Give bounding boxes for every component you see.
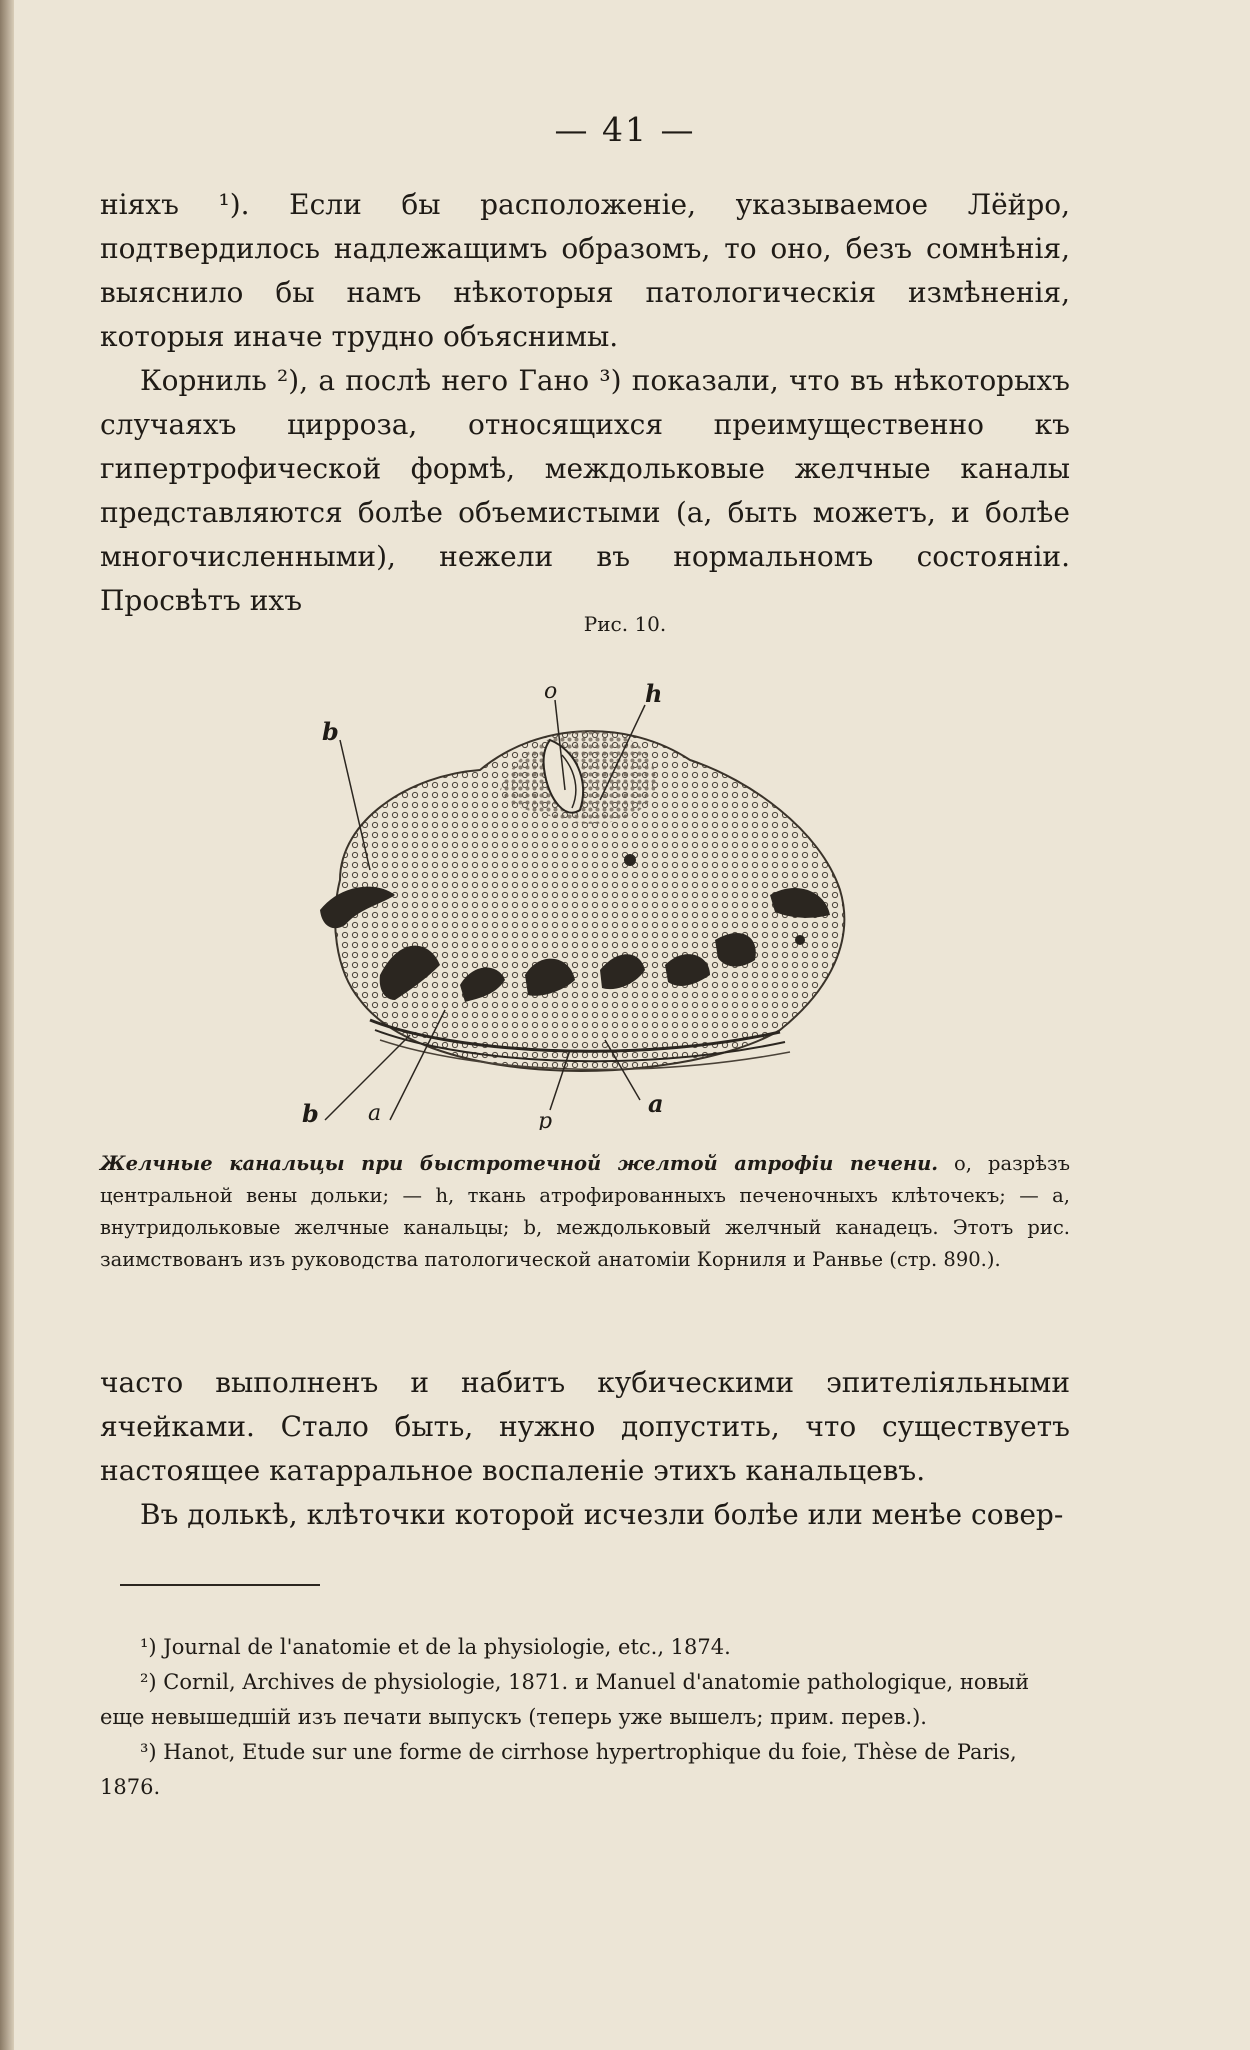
figure-caption [100, 1148, 1070, 1276]
paragraph: часто выполненъ и набитъ кубическими эпителіяльными ячейками. Стало быть, нужно допустить, что существуетъ настоящее катарральное воспаленіе этихъ канальцевъ. [100, 1366, 1070, 1487]
marker-b-top: b [322, 717, 339, 746]
footnote-1: ¹) Journal de l'anatomie et de la physiologie, etc., 1874. [140, 1635, 731, 1659]
footnote-2: ²) Cornil, Archives de physiologie, 1871. и Manuel d'anatomie pathologique, новый еще невышедшій изъ печати выпускъ (теперь уже вышелъ; прим. перев.). [100, 1670, 1030, 1729]
footnote-3: ³) Hanot, Etude sur une forme de cirrhose hypertrophique du foie, Thèse de Paris, 1876. [100, 1740, 1017, 1799]
paragraph: Въ долькѣ, клѣточки которой исчезли болѣе или менѣе совер- [140, 1498, 1064, 1531]
caption-body: o, разрѣзъ центральной вены дольки; — h, ткань атрофированныхъ печеночныхъ клѣточекъ; — a, внутридольковые желчные канальцы; b, междольковый желчный канадецъ. Этотъ рис. заимствованъ изъ руководства патологической анатоміи Корниля и Ранвье (стр. 890.). [100, 1152, 1070, 1271]
footnotes [100, 1630, 1070, 1805]
marker-p: p [538, 1109, 553, 1130]
footnote-rule [120, 1584, 320, 1586]
marker-h: h [645, 680, 663, 708]
marker-a-right: a [648, 1089, 664, 1118]
text-block-top [100, 183, 1070, 623]
page-number: — 41 — [554, 110, 696, 149]
caption-lead: Желчные канальцы при быстротечной желтой атрофіи печени. [100, 1152, 939, 1175]
page-binding-edge [0, 0, 14, 2050]
marker-b-bottom: b [302, 1099, 319, 1128]
figure-label: Рис. 10. [583, 612, 667, 636]
text-block-bottom [100, 1361, 1070, 1537]
liver-section-drawing [300, 680, 870, 1130]
paragraph: ніяхъ ¹). Если бы расположеніе, указываемое Лёйро, подтвердилось надлежащимъ образомъ, то оно, безъ сомнѣнія, выяснило бы намъ нѣкоторыя патологическія измѣненія, которыя иначе трудно объяснимы. [100, 188, 1070, 353]
marker-a-left: a [368, 1101, 382, 1126]
figure-illustration [300, 680, 870, 1130]
paragraph: Корниль ²), а послѣ него Гано ³) показали, что въ нѣкоторыхъ случаяхъ цирроза, относящихся преимущественно къ гипертрофической формѣ, междольковые желчные каналы представляются болѣе объемистыми (а, быть можетъ, и болѣе многочисленными), нежели въ нормальномъ состояніи. Просвѣтъ ихъ [100, 364, 1070, 617]
marker-o: o [544, 680, 558, 704]
